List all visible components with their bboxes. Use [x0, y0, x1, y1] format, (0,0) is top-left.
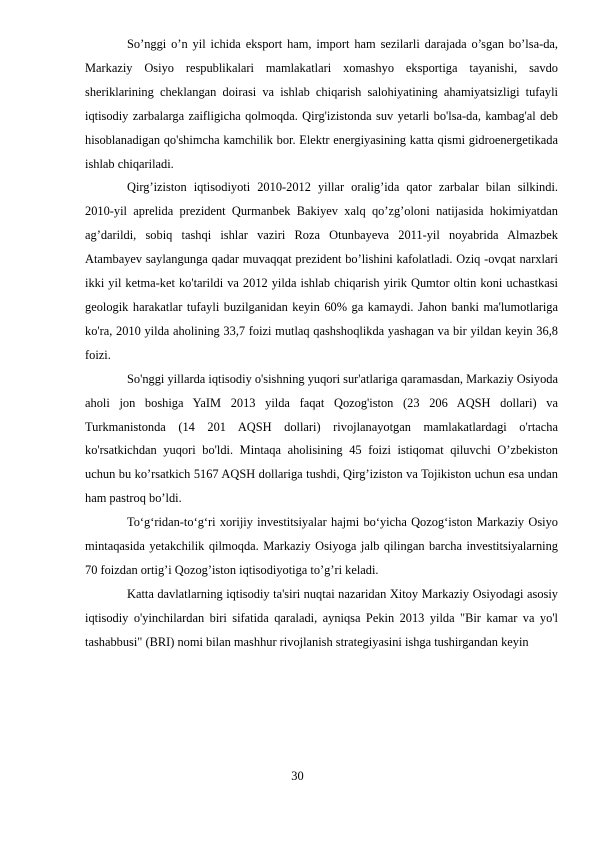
page-number: 30 — [291, 769, 304, 783]
paragraph-kyrgyz-economy: Qirg’iziston iqtisodiyoti 2010-2012 yillar oralig’ida qator zarbalar bilan silkindi. 2010-yil aprelida prezident Qurmanbek Bakiyev xalq qo’zg’oloni natijasida hokimiyatdan ag’darildi, sobiq tashqi ishlar vaziri Roza Otunbayeva 2011-yil noyabrida Almazbek Atambayev saylangunga qadar muvaqqat prezident bo’lishini kafolatladi. Oziq -ovqat narxlari ikki yil ketma-ket ko'tarildi va 2012 yilda ishlab chiqarish yirik Qumtor oltin koni uchastkasi geologik harakatlar tufayli buzilganidan keyin 60% ga kamaydi. Jahon banki ma'lumotlariga ko'ra, 2010 yilda aholining 33,7 foizi mutlaq qashshoqlikda yashagan va bir yildan keyin 36,8 foizi. — [85, 180, 558, 362]
page-body — [85, 33, 558, 803]
paragraph-china-influence: Katta davlatlarning iqtisodiy ta'siri nuqtai nazaridan Xitoy Markaziy Osiyodagi asosiy iqtisodiy o'yinchilardan biri sifatida qaraladi, ayniqsa Pekin 2013 yilda "Bir kamar va yo'l tashabbusi" (BRI) nomi bilan mashhur rivojlanish strategiyasini ishga tushirgandan keyin — [85, 586, 558, 649]
paragraph-export-import: So’nggi o’n yil ichida eksport ham, import ham sezilarli darajada o’sgan bo’lsa-da, Markaziy Osiyo respublikalari mamlakatlari xomashyo eksportiga tayanishi, savdo sheriklarining cheklangan doirasi va ishlab chiqarish salohiyatining ahamiyatsizligi tufayli iqtisodiy zarbalarga zaifligicha qolmoqda. Qirg'izistonda suv yetarli bo'lsa-da, kambag'al deb hisoblanadigan qo'shimcha kamchilik bor. Elektr energiyasining katta qismi gidroenergetikada ishlab chiqariladi. — [85, 37, 558, 171]
paragraph-foreign-investment: To‘g‘ridan-to‘g‘ri xorijiy investitsiyalar hajmi bo‘yicha Qozog‘iston Markaziy Osiyo mintaqasida yetakchilik qilmoqda. Markaziy Osiyoga jalb qilingan barcha investitsiyalarning 70 foizdan ortig’i Qozog’iston iqtisodiyotiga to’g’ri keladi. — [85, 515, 558, 577]
paragraph-gdp-per-capita: So'nggi yillarda iqtisodiy o'sishning yuqori sur'atlariga qaramasdan, Markaziy Osiyoda aholi jon boshiga YaIM 2013 yilda faqat Qozog'iston (23 206 AQSH dollari) va Turkmanistonda (14 201 AQSH dollari) rivojlanayotgan mamlakatlardagi o'rtacha ko'rsatkichdan yuqori bo'ldi. Mintaqa aholisining 45 foizi istiqomat qiluvchi O’zbekiston uchun bu ko’rsatkich 5167 AQSH dollariga tushdi, Qirg’iziston va Tojikiston uchun esa undan ham pastroq bo’ldi. — [85, 371, 558, 506]
